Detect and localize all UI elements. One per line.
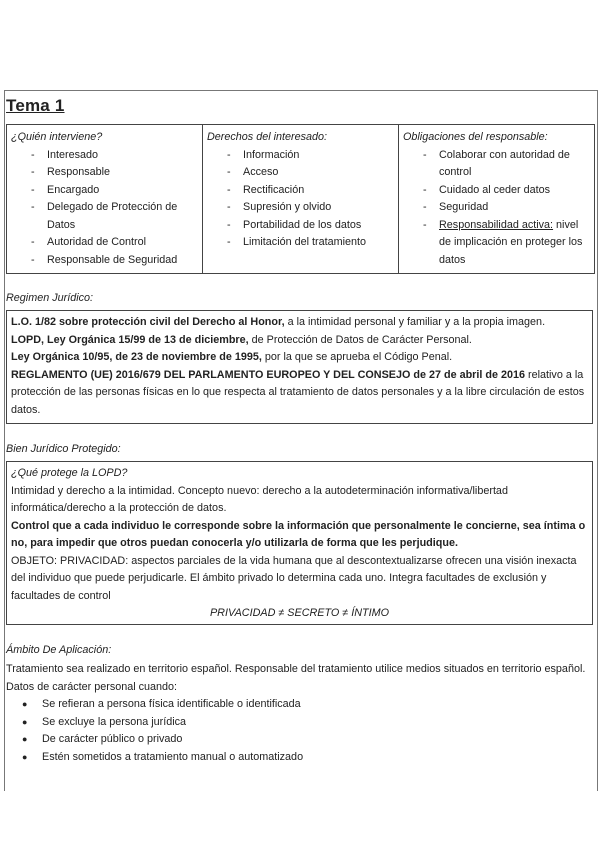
list-item: - Rectificación — [207, 182, 394, 200]
column-derechos — [203, 125, 399, 273]
underlined-term: Responsabilidad activa: — [439, 218, 554, 231]
list-item: - Colaborar con autoridad de control — [403, 147, 590, 182]
regimen-box — [6, 310, 593, 424]
column-heading: Derechos del interesado: — [207, 131, 328, 143]
law-title: LOPD, Ley Orgánica 15/99 de 13 de diciembre, — [11, 333, 249, 346]
bien-question: ¿Qué protege la LOPD? — [11, 467, 128, 479]
regimen-label: Regimen Jurídico: — [6, 292, 94, 304]
law-text: relativo a la protección de las personas físicas en lo que respecta al tratamiento de datos personales y a la libre circulación de estos datos. — [11, 368, 585, 416]
column-obligaciones — [399, 125, 594, 273]
ambito-text: Tratamiento sea realizado en territorio español. Responsable del tratamiento utilice medios situados en territorio español. Datos de carácter personal cuando: — [6, 663, 586, 693]
bullet-item: ● Se excluye la persona jurídica — [6, 714, 593, 732]
list-item: - Información — [207, 147, 394, 165]
column-heading: Obligaciones del responsable: — [403, 131, 548, 143]
list-item: - Encargado — [11, 182, 198, 200]
list-item: - Delegado de Protección de Datos — [11, 199, 198, 234]
law-title: REGLAMENTO (UE) 2016/679 DEL PARLAMENTO EUROPEO Y DEL CONSEJO de 27 de abril de 2016 — [11, 368, 526, 381]
list-item: - Responsable — [11, 164, 198, 182]
ambito-label: Ámbito De Aplicación: — [6, 644, 112, 656]
law-text: de Protección de Datos de Carácter Personal. — [248, 333, 472, 346]
column-quien — [7, 125, 203, 273]
page-title: Tema 1 — [6, 96, 65, 115]
bullet-item: ● Se refieran a persona física identificable o identificada — [6, 696, 593, 714]
bien-label: Bien Jurídico Protegido: — [6, 443, 121, 455]
list-item — [403, 217, 590, 270]
list-item: - Cuidado al ceder datos — [403, 182, 590, 200]
ambito-section — [6, 661, 593, 766]
privacy-formula: PRIVACIDAD ≠ SECRETO ≠ ÍNTIMO — [209, 607, 390, 619]
bien-paragraph-bold: Control que a cada individuo le corresponde sobre la información que personalmente le concierne, sea íntima o no, para impedir que otros puedan conocerla y/o utilizarla de forma que les perjudique. — [11, 519, 586, 549]
bullet-item: ● Estén sometidos a tratamiento manual o automatizado — [6, 749, 593, 767]
list-item: - Seguridad — [403, 199, 590, 217]
list-item: - Portabilidad de los datos — [207, 217, 394, 235]
summary-table — [6, 124, 595, 274]
law-text: por la que se aprueba el Código Penal. — [261, 351, 453, 363]
bien-paragraph: Intimidad y derecho a la intimidad. Concepto nuevo: derecho a la autodeterminación informativa/libertad informática/derecho a la protección de datos. — [11, 484, 508, 514]
bien-box — [6, 461, 593, 625]
list-item: - Acceso — [207, 164, 394, 182]
list-item: - Supresión y olvido — [207, 199, 394, 217]
list-item: - Responsable de Seguridad — [11, 252, 198, 270]
list-item: - Autoridad de Control — [11, 234, 198, 252]
item-rest: nivel de implicación en proteger los datos — [439, 218, 583, 266]
bien-paragraph: OBJETO: PRIVACIDAD: aspectos parciales de la vida humana que al descontextualizarse ofrecen una visión inexacta del individuo que puede perjudicarle. El ámbito privado lo determina cada uno. Integra facultades de exclusión y facultades de control — [11, 554, 577, 602]
list-item: - Interesado — [11, 147, 198, 165]
law-title: L.O. 1/82 sobre protección civil del Derecho al Honor, — [11, 316, 285, 328]
bullet-item: ● De carácter público o privado — [6, 731, 593, 749]
law-title: Ley Orgánica 10/95, de 23 de noviembre de 1995, — [11, 351, 262, 363]
list-item: - Limitación del tratamiento — [207, 234, 394, 252]
law-text: a la intimidad personal y familiar y a la propia imagen. — [284, 316, 546, 328]
column-heading: ¿Quién interviene? — [11, 131, 103, 143]
